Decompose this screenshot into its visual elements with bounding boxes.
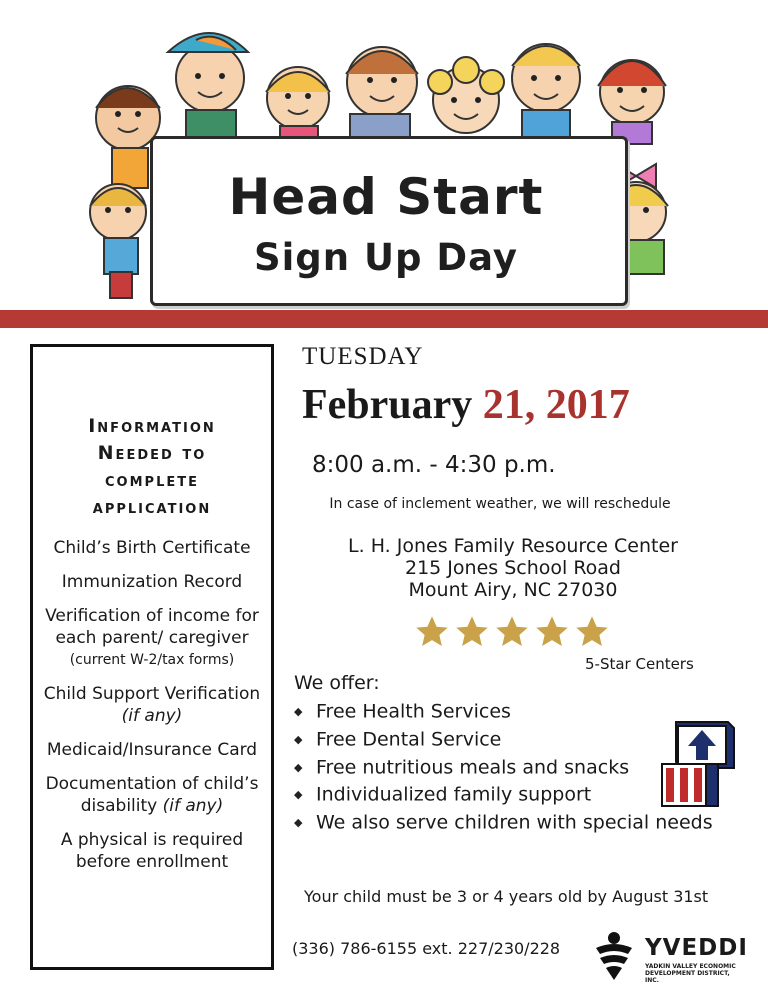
requirement-text: A physical is required before enrollment	[60, 830, 244, 872]
info-heading-line: Information	[88, 415, 216, 437]
diamond-bullet-icon: ◆	[294, 788, 303, 802]
info-box	[30, 344, 274, 970]
child-figure	[90, 184, 146, 298]
event-location	[300, 535, 726, 601]
stars-label: 5-Star Centers	[585, 655, 694, 673]
list-item	[294, 726, 713, 754]
offer-text: We also serve children with special needs	[316, 811, 713, 834]
list-item	[294, 754, 713, 782]
location-street: 215 Jones School Road	[405, 557, 621, 579]
star-icon	[414, 614, 450, 650]
list-item	[37, 739, 267, 761]
list-item	[294, 809, 713, 837]
page-subtitle: Sign Up Day	[253, 236, 519, 279]
diamond-bullet-icon: ◆	[294, 732, 303, 746]
requirement-note: (current W-2/tax forms)	[69, 652, 235, 668]
event-day: TUESDAY	[302, 343, 424, 370]
page-title: Head Start	[228, 168, 544, 226]
top-block	[676, 722, 734, 768]
star-icon	[574, 614, 610, 650]
info-heading-line: Needed to	[97, 442, 207, 464]
list-item	[37, 605, 267, 671]
list-item	[294, 698, 713, 726]
logo-subtitle: YADKIN VALLEY ECONOMIC DEVELOPMENT DISTRICT, INC.	[645, 963, 736, 984]
diamond-bullet-icon: ◆	[294, 760, 303, 774]
child-figure	[598, 60, 666, 144]
list-item	[37, 773, 267, 817]
info-heading-line: application	[92, 496, 212, 518]
star-icon	[534, 614, 570, 650]
weather-note: In case of inclement weather, we will reschedule	[329, 496, 671, 512]
logo-wordmark: YVEDDI	[645, 935, 748, 961]
child-figure	[346, 47, 418, 142]
offer-text: Free nutritious meals and snacks	[316, 755, 630, 778]
offer-list	[294, 698, 713, 837]
divider-bar	[0, 310, 768, 328]
requirement-text: Child Support Verification	[43, 684, 261, 704]
requirements-list	[33, 537, 271, 873]
location-city: Mount Airy, NC 27030	[408, 579, 618, 601]
list-item	[37, 537, 267, 559]
list-item	[294, 781, 713, 809]
requirement-text: Verification of income for each parent/ caregiver	[45, 606, 259, 648]
offer-heading: We offer:	[294, 672, 380, 694]
requirement-qualifier: (if any)	[162, 796, 224, 816]
requirement-text: Immunization Record	[61, 572, 243, 592]
info-heading-line: complete	[105, 469, 199, 491]
child-figure	[168, 33, 248, 144]
requirement-text: Child’s Birth Certificate	[53, 538, 251, 558]
phone-number: (336) 786-6155 ext. 227/230/228	[292, 939, 561, 958]
star-rating	[414, 614, 610, 650]
offer-text: Free Health Services	[316, 700, 511, 723]
requirement-qualifier: (if any)	[121, 706, 183, 726]
child-figure	[266, 67, 330, 142]
offer-text: Individualized family support	[316, 783, 592, 806]
diamond-bullet-icon: ◆	[294, 705, 303, 718]
bottom-block	[662, 764, 718, 806]
logo-mark	[596, 932, 632, 980]
star-icon	[494, 614, 530, 650]
list-item	[37, 571, 267, 593]
event-time: 8:00 a.m. - 4:30 p.m.	[312, 452, 556, 478]
info-heading	[33, 413, 271, 521]
age-requirement: Your child must be 3 or 4 years old by August 31st	[304, 887, 709, 906]
star-icon	[454, 614, 490, 650]
diamond-bullet-icon: ◆	[294, 816, 303, 829]
toy-blocks-illustration	[658, 718, 736, 810]
requirement-text: Documentation of child’s disability	[45, 774, 259, 816]
location-name: L. H. Jones Family Resource Center	[348, 535, 678, 557]
event-month: February	[302, 382, 473, 428]
child-figure	[428, 57, 504, 133]
list-item	[37, 829, 267, 873]
event-date-number: 21, 2017	[482, 382, 630, 428]
child-figure	[512, 44, 580, 142]
requirement-text: Medicaid/Insurance Card	[46, 740, 258, 760]
event-date	[302, 381, 630, 429]
list-item	[37, 683, 267, 727]
offer-text: Free Dental Service	[316, 728, 502, 750]
